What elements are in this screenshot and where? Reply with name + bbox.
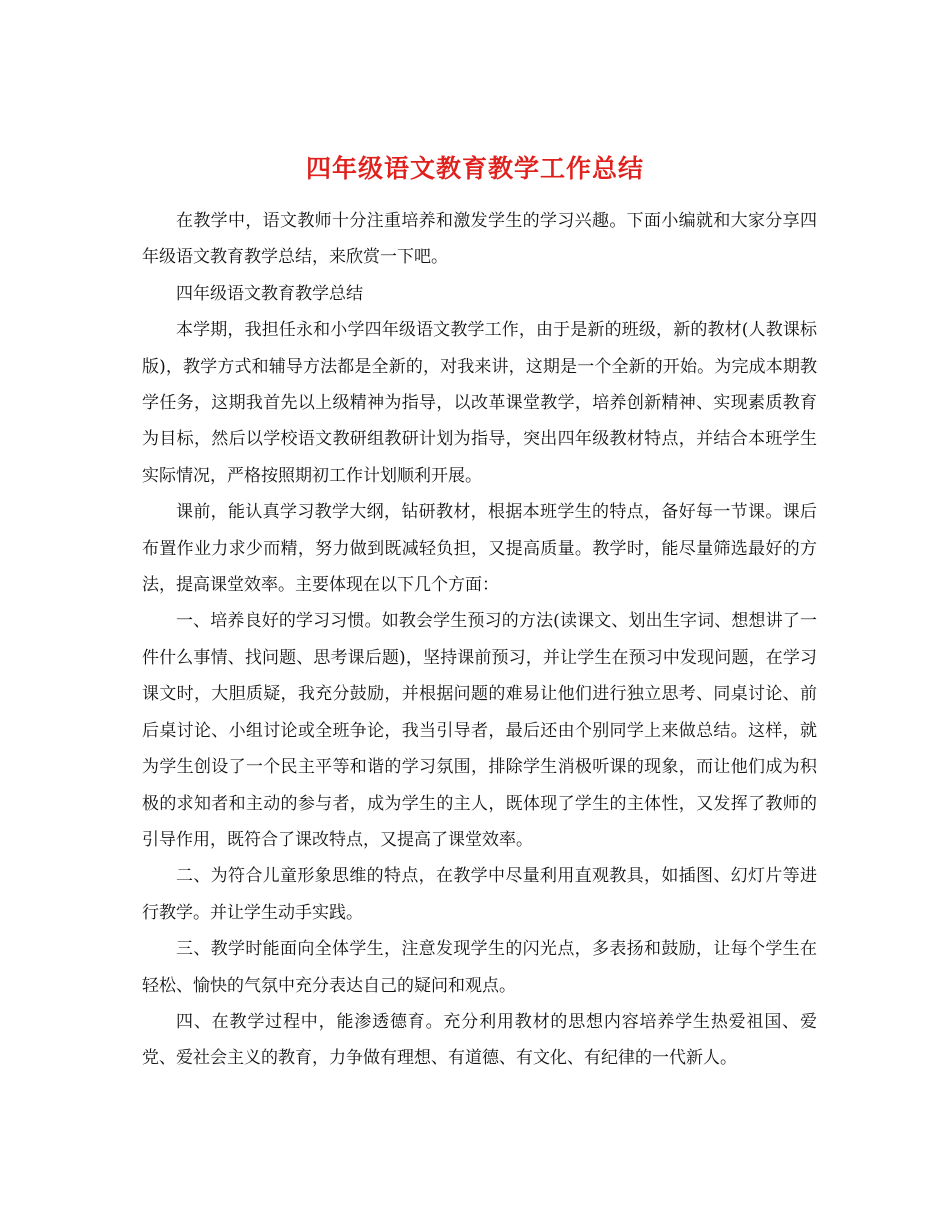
document-title: 四年级语文教育教学工作总结: [305, 153, 644, 183]
paragraph-point-4: 四、在教学过程中，能渗透德育。充分利用教材的思想内容培养学生热爱祖国、爱党、爱社会主义的教育，力争做有理想、有道德、有文化、有纪律的一代新人。: [142, 1011, 817, 1069]
paragraph-point-1: 一、培养良好的学习习惯。如教会学生预习的方法(读课文、划出生字词、想想讲了一件什么事情、找问题、思考课后题)，坚持课前预习，并让学生在预习中发现问题，在学习课文时，大胆质疑，我充分鼓励，并根据问题的难易让他们进行独立思考、同桌讨论、前后桌讨论、小组讨论或全班争论，我当引导者，最后还由个别同学上来做总结。这样，就为学生创设了一个民主平等和谐的学习氛围，排除学生消极听课的现象，而让他们成为积极的求知者和主动的参与者，成为学生的主人，既体现了学生的主体性，又发挥了教师的引导作用，既符合了课改特点，又提高了课堂效率。: [142, 611, 817, 850]
document-body: [142, 203, 817, 1077]
paragraph-subtitle: 四年级语文教育教学总结: [176, 283, 363, 304]
paragraph-preparation: 课前，能认真学习教学大纲，钻研教材，根据本班学生的特点，备好每一节课。课后布置作业力求少而精，努力做到既减轻负担，又提高质量。教学时，能尽量筛选最好的方法，提高课堂效率。主要体现在以下几个方面：: [142, 502, 817, 596]
paragraph-point-2: 二、为符合儿童形象思维的特点，在教学中尽量利用直观教具，如插图、幻灯片等进行教学。并让学生动手实践。: [142, 866, 817, 923]
paragraph-point-3: 三、教学时能面向全体学生，注意发现学生的闪光点，多表扬和鼓励，让每个学生在轻松、愉快的气氛中充分表达自己的疑问和观点。: [142, 939, 817, 996]
paragraph-intro: 在教学中，语文教师十分注重培养和激发学生的学习兴趣。下面小编就和大家分享四年级语文教育教学总结，来欣赏一下吧。: [142, 211, 817, 268]
paragraph-overview: 本学期，我担任永和小学四年级语文教学工作，由于是新的班级，新的教材(人教课标版)，教学方式和辅导方法都是全新的，对我来讲，这期是一个全新的开始。为完成本期教学任务，这期我首先以上级精神为指导，以改革课堂教学，培养创新精神、实现素质教育为目标，然后以学校语文教研组教研计划为指导，突出四年级教材特点，并结合本班学生实际情况，严格按照期初工作计划顺利开展。: [142, 320, 817, 486]
